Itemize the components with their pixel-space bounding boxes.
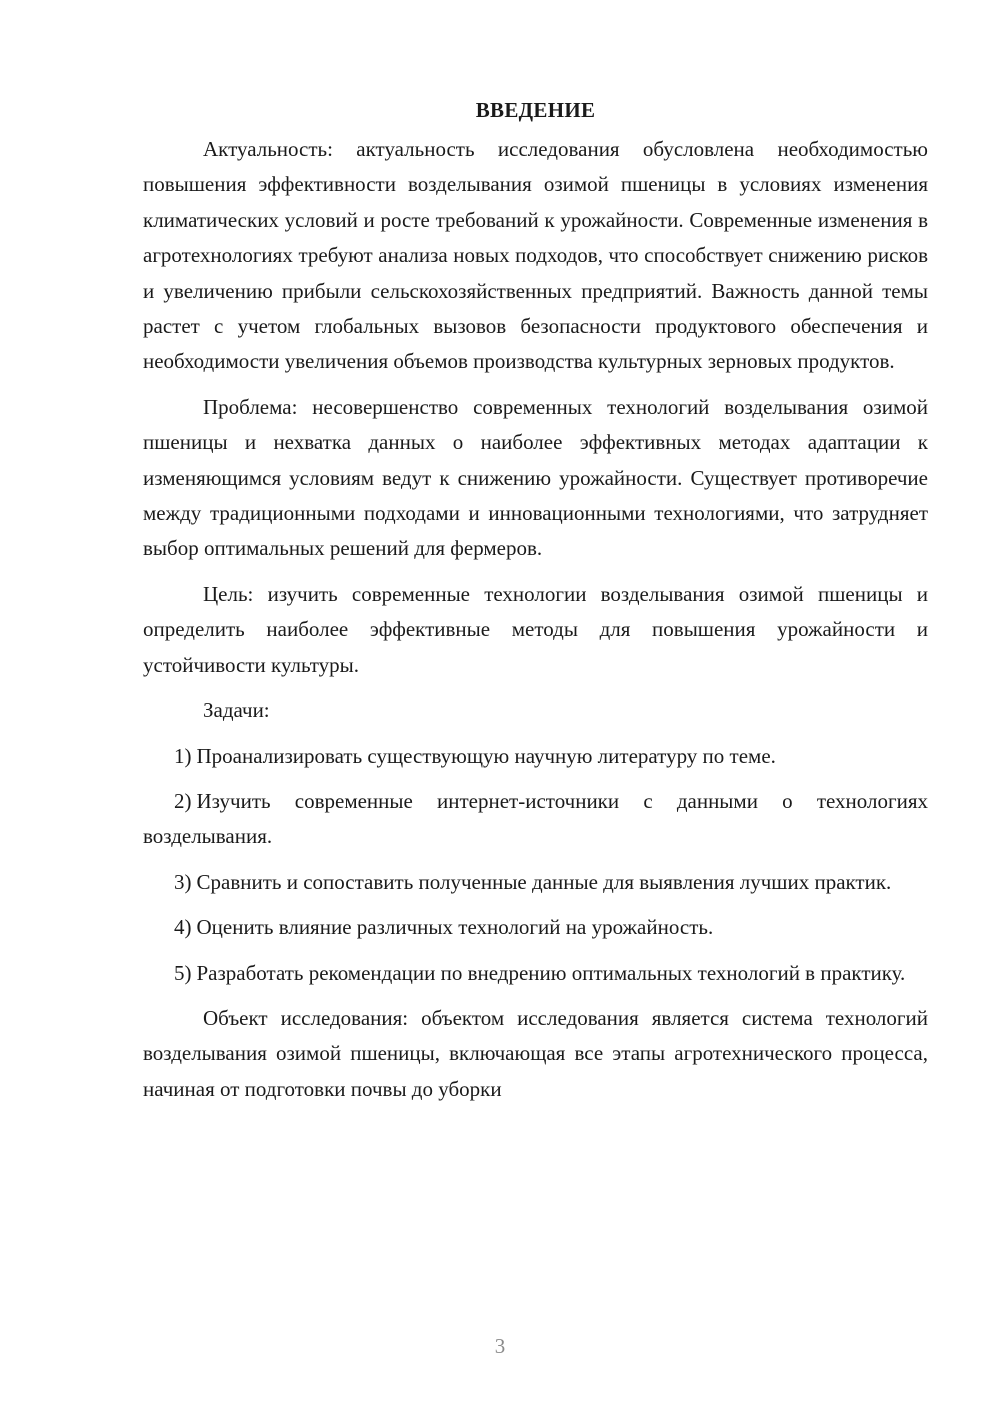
task-item <box>143 956 928 991</box>
task-number: 4) <box>174 915 192 940</box>
document-page <box>143 93 928 1107</box>
task-text: Сравнить и сопоставить полученные данные для выявления лучших практик. <box>196 869 892 894</box>
task-item <box>143 910 928 945</box>
task-item <box>143 865 928 900</box>
task-item <box>143 739 928 774</box>
section-heading: ВВЕДЕНИЕ <box>475 98 596 122</box>
task-number: 1) <box>174 743 192 768</box>
task-text: Проанализировать существующую научную литературу по теме. <box>196 743 776 768</box>
tasks-list <box>143 739 928 991</box>
tasks-label: Задачи: <box>203 698 270 723</box>
object-paragraph: Объект исследования: объектом исследования является система технологий возделывания озимой пшеницы, включающая все этапы агротехнического процесса, начиная от подготовки почвы до уборки <box>143 1005 928 1101</box>
task-number: 5) <box>174 960 192 985</box>
goal-paragraph: Цель: изучить современные технологии возделывания озимой пшеницы и определить наиболее эффективные методы для повышения урожайности и устойчивости культуры. <box>143 581 928 677</box>
task-text: Изучить современные интернет-источники с данными о технологиях возделывания. <box>143 788 928 849</box>
task-number: 3) <box>174 869 192 894</box>
page-number: 3 <box>494 1334 506 1358</box>
problem-paragraph: Проблема: несовершенство современных технологий возделывания озимой пшеницы и нехватка данных о наиболее эффективных методах адаптации к изменяющимся условиям ведут к снижению урожайности. Существует противоречие между традиционными подходами и инновационными технологиями, что затрудняет выбор оптимальных решений для фермеров. <box>143 394 928 561</box>
task-text: Разработать рекомендации по внедрению оптимальных технологий в практику. <box>196 960 906 985</box>
task-number: 2) <box>174 788 192 813</box>
task-item <box>143 784 928 855</box>
relevance-paragraph: Актуальность: актуальность исследования обусловлена необходимостью повышения эффективности возделывания озимой пшеницы в условиях изменения климатических условий и росте требований к урожайности. Современные изменения в агротехнологиях требуют анализа новых подходов, что способствует снижению рисков и увеличению прибыли сельскохозяйственных предприятий. Важность данной темы растет с учетом глобальных вызовов безопасности продуктового обеспечения и необходимости увеличения объемов производства культурных зерновых продуктов. <box>143 137 928 374</box>
task-text: Оценить влияние различных технологий на урожайность. <box>196 915 714 940</box>
